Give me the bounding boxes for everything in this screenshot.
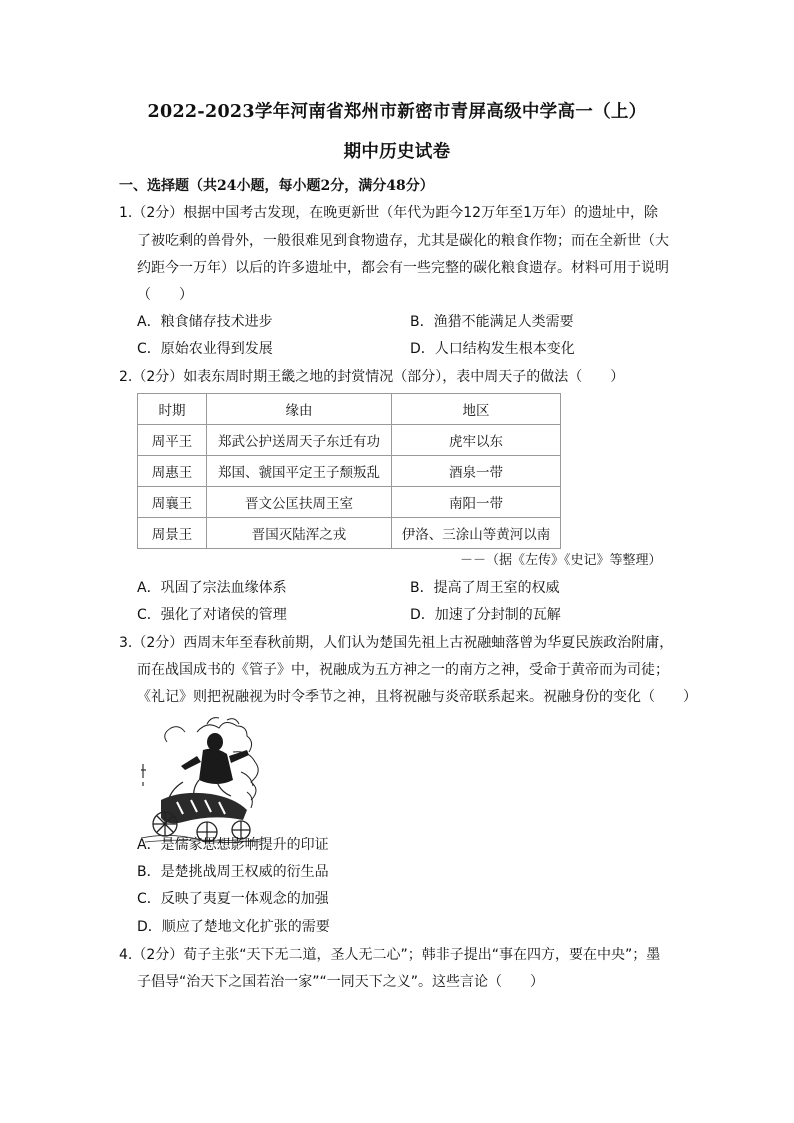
fengshang-table	[137, 393, 561, 549]
exam-title-line2: 期中历史试卷	[343, 142, 451, 162]
table-cell: 晋国灭陆浑之戎	[207, 518, 392, 549]
table-cell: 周景王	[138, 518, 207, 549]
table-row	[138, 518, 561, 549]
q2-option-c[interactable]: C．强化了对诸侯的管理	[137, 607, 287, 623]
q3-option-c[interactable]: C．反映了夷夏一体观念的加强	[137, 891, 329, 907]
table-header-cell: 地区	[392, 394, 561, 425]
table-cell: 南阳一带	[392, 487, 561, 518]
table-header-cell: 时期	[138, 394, 207, 425]
table-cell: 晋文公匡扶周王室	[207, 487, 392, 518]
table-row	[138, 487, 561, 518]
table-cell: 周惠王	[138, 456, 207, 487]
table-cell: 伊洛、三涂山等黄河以南	[392, 518, 561, 549]
q2-stem: 2.（2分）如表东周时期王畿之地的封赏情况（部分），表中周天子的做法（ ）	[119, 369, 625, 385]
q3-line: 《礼记》则把祝融视为时令季节之神，且将祝融与炎帝联系起来。祝融身份的变化（ ）	[137, 689, 697, 705]
table-cell: 周襄王	[138, 487, 207, 518]
q3-line: 3.（2分）西周末年至春秋前期，人们认为楚国先祖上古祝融蚰落曾为华夏民族政治附庸，	[119, 635, 674, 651]
q1-line: 了被吃剩的兽骨外，一般很难见到食物遗存，尤其是碳化的粮食作物；而在全新世（大	[137, 233, 669, 249]
q1-option-b[interactable]: B．渔猎不能满足人类需要	[410, 314, 574, 330]
q3-option-b[interactable]: B．是楚挑战周王权威的衍生品	[137, 864, 329, 880]
table-header-cell: 缘由	[207, 394, 392, 425]
zhurong-illustration-image	[137, 712, 269, 846]
table-header-row	[138, 394, 561, 425]
q1-line: 1.（2分）根据中国考古发现，在晚更新世（年代为距今12万年至1万年）的遗址中，除	[119, 205, 658, 221]
exam-title-line1: 2022-2023学年河南省郑州市新密市青屏高级中学高一（上）	[147, 102, 647, 122]
q3-option-a[interactable]: A．是儒家思想影响提升的印证	[137, 837, 329, 853]
q1-line: （ ）	[137, 287, 193, 303]
table-row	[138, 425, 561, 456]
table-cell: 虎牢以东	[392, 425, 561, 456]
table-cell: 周平王	[138, 425, 207, 456]
q1-option-d[interactable]: D．人口结构发生根本变化	[410, 341, 575, 357]
q1-option-a[interactable]: A．粮食储存技术进步	[137, 314, 273, 330]
q2-option-a[interactable]: A．巩固了宗法血缘体系	[137, 580, 287, 596]
table-source-note: －－（据《左传》《史记》等整理）	[460, 553, 662, 568]
q3-option-d[interactable]: D．顺应了楚地文化扩张的需要	[137, 919, 330, 935]
q2-option-d[interactable]: D．加速了分封制的瓦解	[410, 607, 561, 623]
q4-line: 子倡导“治天下之国若治一家”“一同天下之义”。这些言论（ ）	[137, 974, 545, 990]
table-row	[138, 456, 561, 487]
section-heading: 一、选择题（共24小题，每小题2分，满分48分）	[119, 178, 434, 194]
q2-option-b[interactable]: B．提高了周王室的权威	[410, 580, 560, 596]
table-cell: 酒泉一带	[392, 456, 561, 487]
q1-option-c[interactable]: C．原始农业得到发展	[137, 341, 273, 357]
q1-line: 约距今一万年）以后的许多遗址中，都会有一些完整的碳化粮食遗存。材料可用于说明	[137, 260, 669, 276]
table-cell: 郑武公护送周天子东迁有功	[207, 425, 392, 456]
q4-line: 4.（2分）荀子主张“天下无二道，圣人无二心”；韩非子提出“事在四方，要在中央”；墨	[119, 947, 661, 963]
q3-line: 而在战国成书的《管子》中，祝融成为五方神之一的南方之神，受命于黄帝而为司徒；	[137, 662, 669, 678]
table-cell: 郑国、虢国平定王子颓叛乱	[207, 456, 392, 487]
